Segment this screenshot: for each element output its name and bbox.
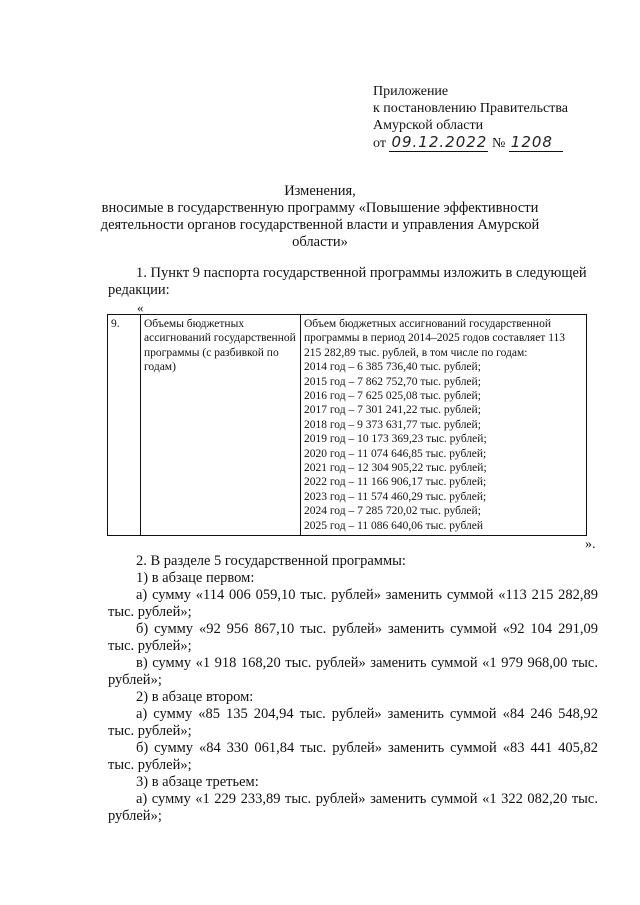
year-line: 2015 год – 7 862 752,70 тыс. рублей;	[304, 375, 481, 388]
sub-1-b: б) сумму «92 956 867,10 тыс. рублей» заменить суммой «92 104 291,09 тыс. рублей»;	[108, 621, 598, 654]
passport-table	[107, 314, 587, 536]
title-line-4: области»	[292, 234, 348, 250]
appendix-line-1: Приложение	[373, 84, 449, 99]
row-name-cell: Объемы бюджетных ассигнований государственной программы (с разбивкой по годам)	[141, 315, 301, 536]
date-prefix: от	[373, 136, 386, 151]
year-line: 2014 год – 6 385 736,40 тыс. рублей;	[304, 361, 481, 374]
title-line-3: деятельности органов государственной власти и управления Амурской	[100, 217, 540, 233]
sub-1-heading: 1) в абзаце первом:	[136, 570, 255, 586]
item-1-cont: редакции:	[108, 282, 170, 298]
table-row	[108, 315, 587, 536]
year-line: 2024 год – 7 285 720,02 тыс. рублей;	[304, 505, 481, 518]
item-2-heading: 2. В разделе 5 государственной программы:	[136, 553, 406, 569]
item-1-paragraph	[108, 265, 598, 299]
item-1-text: 1. Пункт 9 паспорта государственной программы изложить в следующей	[136, 265, 587, 281]
year-line: 2020 год – 11 074 646,85 тыс. рублей;	[304, 447, 487, 460]
appendix-line-2: к постановлению Правительства	[373, 101, 569, 116]
sub-3-a: а) сумму «1 229 233,89 тыс. рублей» заменить суммой «1 322 082,20 тыс. рублей»;	[108, 791, 598, 824]
sub-3-heading: 3) в абзаце третьем:	[136, 774, 259, 790]
title-line-2: вносимые в государственную программу «Повышение эффективности	[101, 200, 539, 216]
handwritten-date: 09.12.2022	[391, 133, 488, 151]
handwritten-number: 1208	[509, 134, 563, 152]
appendix-date-line	[373, 134, 568, 152]
year-line: 2019 год – 10 173 369,23 тыс. рублей;	[304, 433, 487, 446]
year-line: 2021 год – 12 304 905,22 тыс. рублей;	[304, 462, 487, 475]
sub-1-a: а) сумму «114 006 059,10 тыс. рублей» заменить суммой «113 215 282,89 тыс. рублей»;	[108, 587, 598, 620]
year-line: 2017 год – 7 301 241,22 тыс. рублей;	[304, 404, 481, 417]
item-2-section	[108, 553, 598, 825]
row-number-cell: 9.	[108, 315, 141, 536]
sub-2-a: а) сумму «85 135 204,94 тыс. рублей» заменить суммой «84 246 548,92 тыс. рублей»;	[108, 706, 598, 739]
sub-2-heading: 2) в абзаце втором:	[136, 689, 254, 705]
year-line: 2022 год – 11 166 906,17 тыс. рублей;	[304, 476, 487, 489]
quote-close: ».	[585, 537, 596, 552]
document-title	[100, 183, 540, 251]
budget-intro: Объем бюджетных ассигнований государственной программы в период 2014–2025 годов составляет 113 215 282,89 тыс. рублей, в том числе по годам:	[304, 318, 566, 359]
row-values-cell	[301, 315, 587, 536]
year-line: 2016 год – 7 625 025,08 тыс. рублей;	[304, 390, 481, 403]
sub-2-b: б) сумму «84 330 061,84 тыс. рублей» заменить суммой «83 441 405,82 тыс. рублей»;	[108, 740, 598, 773]
year-line: 2025 год – 11 086 640,06 тыс. рублей	[304, 519, 484, 532]
sub-1-c: в) сумму «1 918 168,20 тыс. рублей» заменить суммой «1 979 968,00 тыс. рублей»;	[108, 655, 598, 688]
year-line: 2023 год – 11 574 460,29 тыс. рублей;	[304, 490, 487, 503]
title-line-1: Изменения,	[284, 183, 356, 199]
quote-open: «	[137, 300, 144, 315]
number-sign: №	[491, 136, 506, 151]
appendix-block	[373, 83, 568, 152]
year-line: 2018 год – 9 373 631,77 тыс. рублей;	[304, 418, 481, 431]
appendix-line-3: Амурской области	[373, 118, 484, 133]
